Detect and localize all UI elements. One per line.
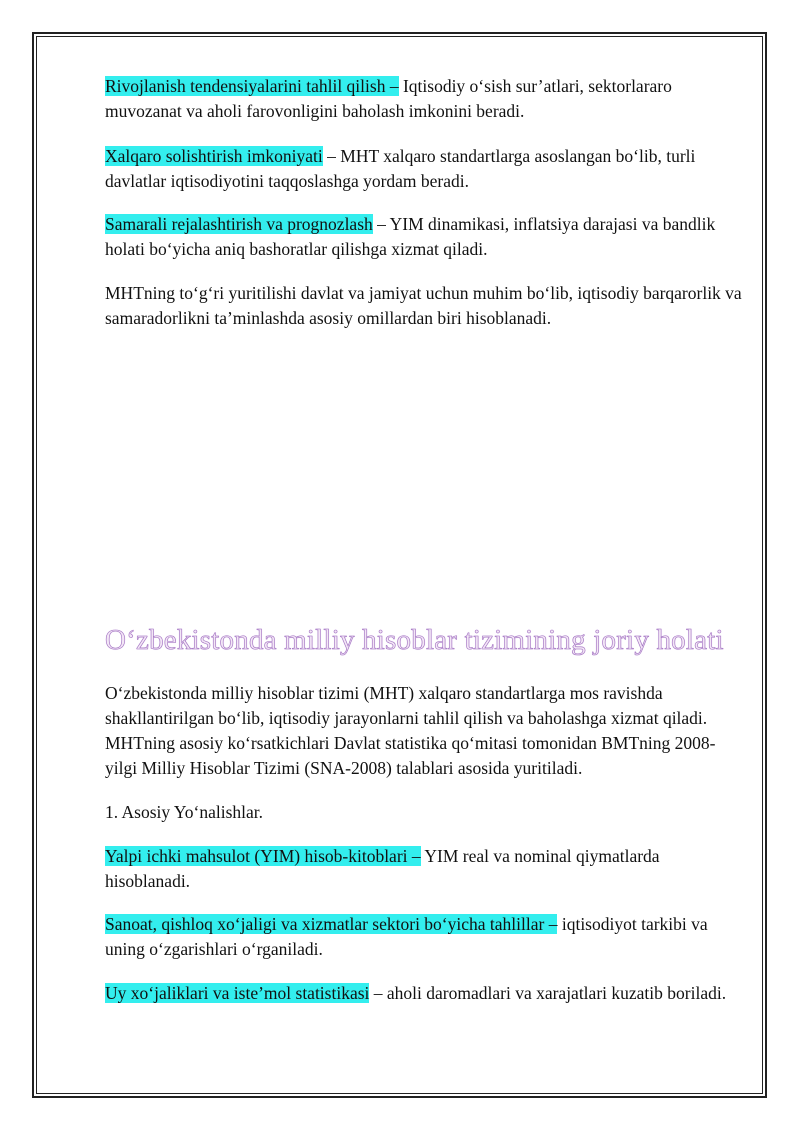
- paragraph-text: – aholi daromadlari va xarajatlari kuzatib boriladi.: [369, 983, 727, 1003]
- highlighted-term: Uy xo‘jaliklari va iste’mol statistikasi: [105, 983, 370, 1003]
- paragraph-closing: [105, 281, 745, 331]
- paragraph-international-comparison: [105, 144, 745, 194]
- highlighted-term: Rivojlanish tendensiyalarini tahlil qilish –: [105, 76, 399, 96]
- subheading-text: 1. Asosiy Yo‘nalishlar.: [105, 802, 264, 822]
- highlighted-term: Samarali rejalashtirish va prognozlash: [105, 214, 373, 234]
- paragraph-text: – YIM dinamikasi, inflatsiya darajasi va bandlik holati bo‘yicha aniq bashoratlar qilishga xizmat qiladi.: [105, 214, 716, 259]
- paragraph-text: iqtisodiyot tarkibi va uning o‘zgarishlari o‘rganiladi.: [105, 914, 708, 959]
- paragraph-household-stats: [105, 981, 745, 1006]
- highlighted-term: Sanoat, qishloq xo‘jaligi va xizmatlar sektori bo‘yicha tahlillar –: [105, 914, 558, 934]
- paragraph-gdp: [105, 844, 745, 894]
- section-title: O‘zbekistonda milliy hisoblar tizimining joriy holati: [105, 624, 724, 656]
- paragraph-text: – MHT xalqaro standartlarga asoslangan bo‘lib, turli davlatlar iqtisodiyotini taqqoslashga yordam beradi.: [105, 146, 696, 191]
- paragraph-intro: [105, 681, 745, 781]
- paragraph-sector-analysis: [105, 912, 745, 962]
- subheading: [105, 800, 745, 825]
- paragraph-text: YIM real va nominal qiymatlarda hisoblanadi.: [105, 846, 660, 891]
- paragraph-text: O‘zbekistonda milliy hisoblar tizimi (MHT) xalqaro standartlarga mos ravishda shakllantirilgan bo‘lib, iqtisodiy jarayonlarni tahlil qilish va baholashga xizmat qiladi. MHTning asosiy ko‘rsatkichlari Davlat statistika qo‘mitasi tomonidan BMTning 2008-yilgi Milliy Hisoblar Tizimi (SNA-2008) talablari asosida yuritiladi.: [105, 683, 716, 778]
- paragraph-planning-forecasting: [105, 212, 745, 262]
- paragraph-text: MHTning to‘g‘ri yuritilishi davlat va jamiyat uchun muhim bo‘lib, iqtisodiy barqarorlik va samaradorlikni ta’minlashda asosiy omillardan biri hisoblanadi.: [105, 283, 742, 328]
- paragraph-trend-analysis: [105, 74, 745, 124]
- paragraph-text: Iqtisodiy o‘sish sur’atlari, sektorlararo muvozanat va aholi farovonligini baholash imkonini beradi.: [105, 76, 672, 121]
- highlighted-term: Xalqaro solishtirish imkoniyati: [105, 146, 323, 166]
- highlighted-term: Yalpi ichki mahsulot (YIM) hisob-kitoblari –: [105, 846, 421, 866]
